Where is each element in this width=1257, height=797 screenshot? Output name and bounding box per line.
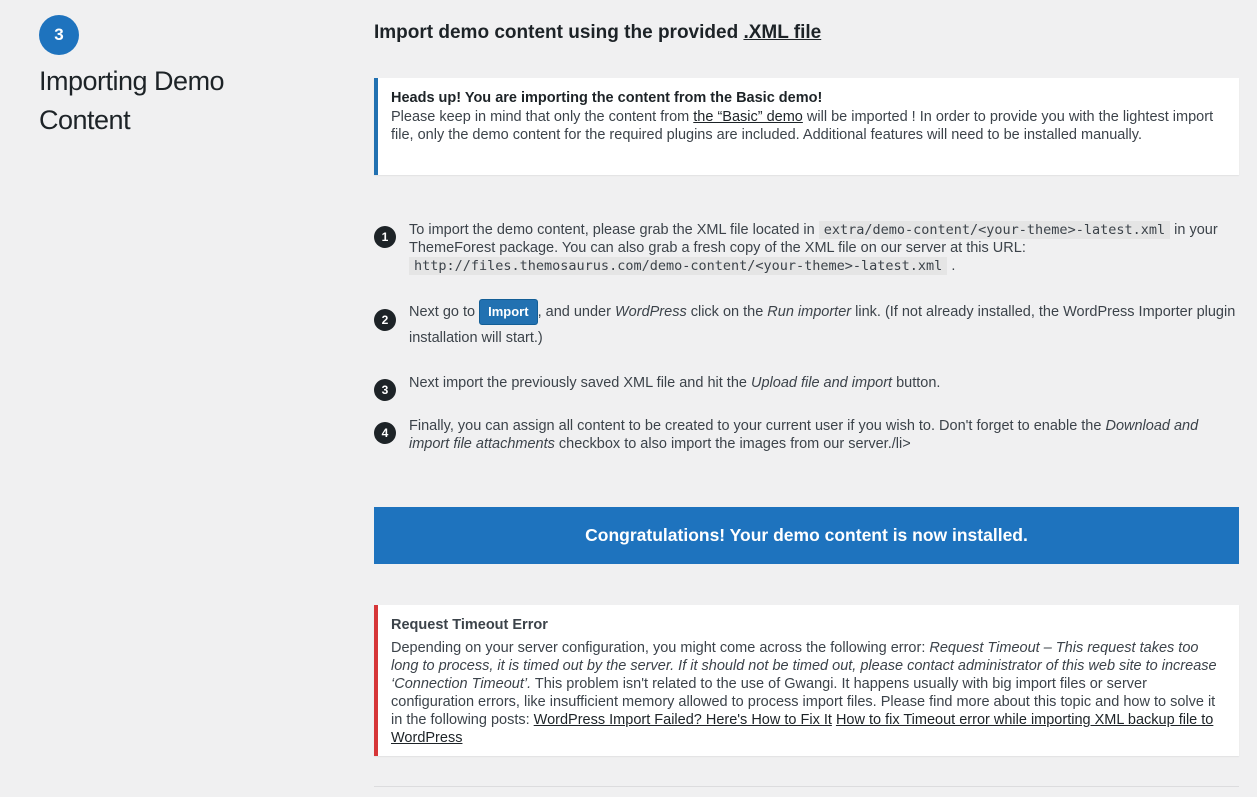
step-text-emphasis: Upload file and import <box>751 375 893 391</box>
step-number-icon: 2 <box>374 309 396 331</box>
step-text <box>409 221 1239 275</box>
step-text-part: checkbox to also import the images from our server./li> <box>554 436 911 452</box>
step-text <box>409 417 1239 453</box>
step-text <box>409 374 1239 392</box>
info-notice <box>374 78 1239 175</box>
step-text-part: Finally, you can assign all content to be created to your current user if you wish to. Don't forget to enable the <box>409 418 1106 434</box>
info-notice-body <box>391 108 1227 144</box>
error-notice-body <box>391 639 1227 747</box>
url-code: http://files.themosaurus.com/demo-content/<your-theme>-latest.xml <box>409 257 947 275</box>
step-number-icon: 3 <box>374 379 396 401</box>
step-text-part: . <box>947 258 956 274</box>
info-notice-text: Please keep in mind that only the content from <box>391 109 694 125</box>
step-text-part: Next go to <box>409 304 480 320</box>
error-notice-text: Depending on your server configuration, you might come across the following error: <box>391 640 930 656</box>
import-button[interactable]: Import <box>479 299 537 325</box>
info-notice-title: Heads up! You are importing the content from the Basic demo! <box>391 90 823 106</box>
error-notice <box>374 605 1239 756</box>
error-notice-text: This problem isn't related to the use of Gwangi. It happens usually with big import files or server configuration errors, like insufficient memory allowed to process import files. Please find more about this topic and how to solve it in the following posts: <box>391 676 1216 728</box>
file-path-code: extra/demo-content/<your-theme>-latest.xml <box>819 221 1170 239</box>
step-text-emphasis: Run importer <box>767 304 852 320</box>
step-text-part: To import the demo content, please grab the XML file located in <box>409 222 819 238</box>
step-text-part: button. <box>892 375 941 391</box>
step-text-emphasis: WordPress <box>614 304 687 320</box>
step-title: Importing Demo Content <box>39 66 225 135</box>
success-banner: Congratulations! Your demo content is now installed. <box>374 507 1239 564</box>
xml-file-link[interactable]: .XML file <box>743 22 822 43</box>
timeout-fix-link[interactable]: How to fix Timeout error while importing XML backup file to WordPress <box>391 712 1214 746</box>
page-heading <box>374 22 821 44</box>
step-text-part: in your ThemeForest package. You can also grab a fresh copy of the XML file on our server at this URL: <box>409 222 1218 256</box>
step-text-part: click on the <box>686 304 768 320</box>
error-notice-title: Request Timeout Error <box>391 617 548 633</box>
error-notice-emphasis: Request Timeout – This request takes too long to process, it is timed out by the server. If it should not be timed out, please contact administrator of this web site to increase ‘Connection Timeout’. <box>391 640 1217 692</box>
step-number-icon: 1 <box>374 226 396 248</box>
step-number-badge: 3 <box>39 15 79 55</box>
step-number-icon: 4 <box>374 422 396 444</box>
divider <box>374 786 1239 787</box>
page-heading-text: Import demo content using the provided <box>374 22 744 43</box>
step-text-part: , and under <box>537 304 615 320</box>
step-text <box>409 299 1239 351</box>
step-text-part: link. (If not already installed, the WordPress Importer plugin installation will start.) <box>409 304 1236 347</box>
info-notice-text: will be imported ! In order to provide you with the lightest import file, only the demo content for the required plugins are included. Additional features will need to be installed manually. <box>391 109 1214 143</box>
import-failed-link[interactable]: WordPress Import Failed? Here's How to Fix It <box>533 712 832 728</box>
step-text-emphasis: Download and import file attachments <box>409 418 1199 452</box>
step-text-part: Next import the previously saved XML file and hit the <box>409 375 751 391</box>
basic-demo-link[interactable]: the “Basic” demo <box>693 109 803 125</box>
